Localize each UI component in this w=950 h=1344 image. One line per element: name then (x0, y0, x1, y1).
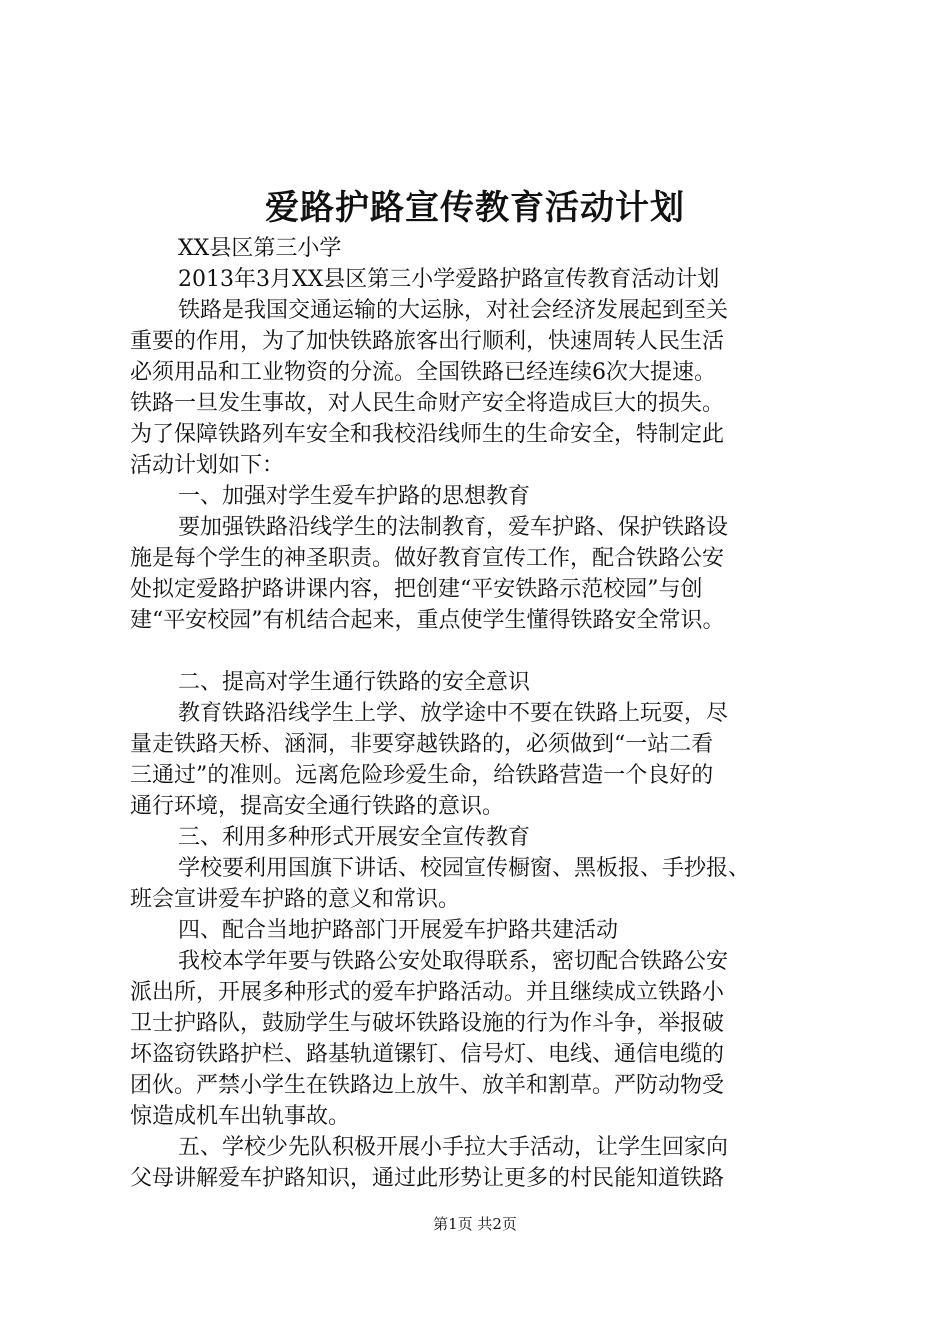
paragraph-line: 学校要利用国旗下讲话、校园宣传橱窗、黑板报、手抄报、 (178, 856, 751, 881)
paragraph-line: 惊造成机车出轨事故。 (130, 1104, 351, 1129)
paragraph-line: 铁路是我国交通运输的大运脉，对社会经济发展起到至关 (178, 298, 729, 323)
paragraph-line: 重要的作用，为了加快铁路旅客出行顺利，快速周转人民生活 (130, 329, 725, 354)
document-title: 爱路护路宣传教育活动计划 (265, 188, 685, 228)
paragraph-line: 我校本学年要与铁路公安处取得联系，密切配合铁路公安 (178, 949, 729, 974)
page-number-footer: 第1页 共2页 (433, 1215, 517, 1233)
paragraph-line: 教育铁路沿线学生上学、放学途中不要在铁路上玩耍，尽 (178, 701, 729, 726)
paragraph-line: 卫士护路队，鼓励学生与破坏铁路设施的行为作斗争，举报破 (130, 1011, 725, 1036)
document-body (130, 233, 850, 1194)
section-heading-4: 四、配合当地护路部门开展爱车护路共建活动 (178, 918, 619, 943)
section-heading-5: 五、学校少先队积极开展小手拉大手活动，让学生回家向 (178, 1135, 729, 1160)
paragraph-line: 团伙。严禁小学生在铁路边上放牛、放羊和割草。严防动物受 (130, 1073, 725, 1098)
paragraph-line: 通行环境，提高安全通行铁路的意识。 (130, 794, 505, 819)
paragraph-line: 要加强铁路沿线学生的法制教育，爱车护路、保护铁路设 (178, 515, 729, 540)
paragraph-line: 为了保障铁路列车安全和我校沿线师生的生命安全，特制定此 (130, 422, 725, 447)
section-heading-3: 三、利用多种形式开展安全宣传教育 (178, 825, 531, 850)
paragraph-line: 派出所，开展多种形式的爱车护路活动。并且继续成立铁路小 (130, 980, 725, 1005)
paragraph-line: 班会宣讲爱车护路的意义和常识。 (130, 887, 461, 912)
paragraph-line: 三通过”的准则。远离危险珍爱生命，给铁路营造一个良好的 (130, 763, 714, 788)
paragraph-line: 建“平安校园”有机结合起来，重点使学生懂得铁路安全常识。 (130, 608, 725, 633)
paragraph-line: 施是每个学生的神圣职责。做好教育宣传工作，配合铁路公安 (130, 546, 725, 571)
paragraph-line: 铁路一旦发生事故，对人民生命财产安全将造成巨大的损失。 (130, 391, 725, 416)
school-name-line: XX县区第三小学 (178, 236, 342, 261)
paragraph-line: 父母讲解爱车护路知识，通过此形势让更多的村民能知道铁路 (130, 1166, 725, 1191)
paragraph-line: 必须用品和工业物资的分流。全国铁路已经连续6次大提速。 (130, 360, 716, 385)
date-heading-line: 2013年3月XX县区第三小学爱路护路宣传教育活动计划 (178, 267, 720, 292)
section-heading-1: 一、加强对学生爱车护路的思想教育 (178, 484, 531, 509)
paragraph-line: 量走铁路天桥、涵洞，非要穿越铁路的，必须做到“一站二看 (130, 732, 714, 757)
paragraph-line: 坏盗窃铁路护栏、路基轨道镙钉、信号灯、电线、通信电缆的 (130, 1042, 725, 1067)
paragraph-line: 活动计划如下： (130, 453, 285, 478)
paragraph-line: 处拟定爱路护路讲课内容，把创建“平安铁路示范校园”与创 (130, 577, 703, 602)
blank-line (130, 636, 850, 667)
section-heading-2: 二、提高对学生通行铁路的安全意识 (178, 670, 531, 695)
